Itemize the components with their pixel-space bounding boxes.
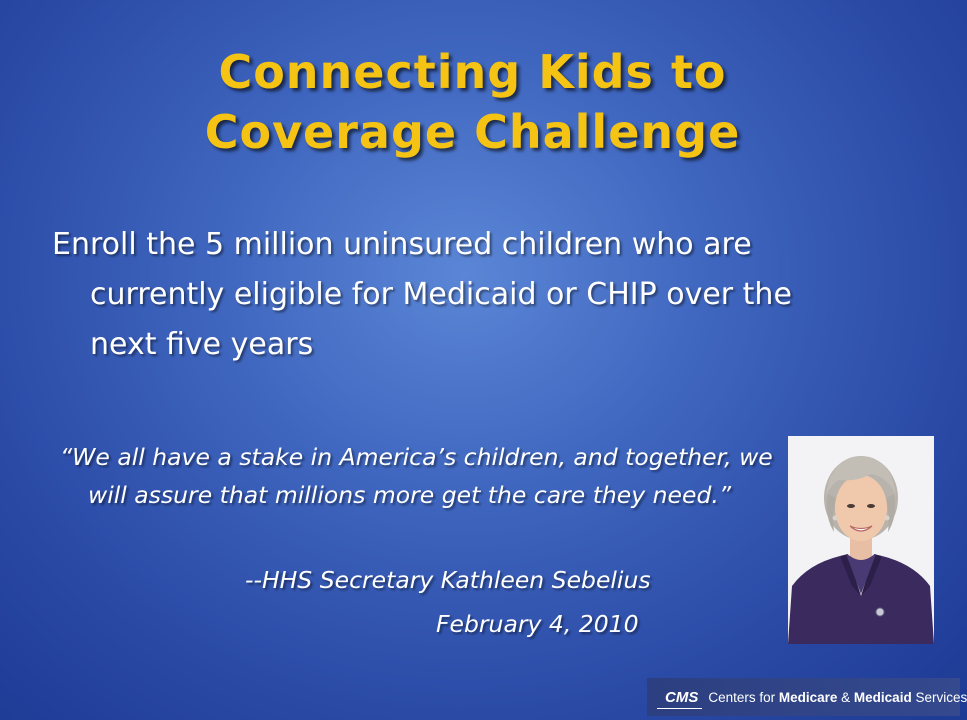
quote-attribution: --HHS Secretary Kathleen Sebelius [245,566,651,594]
cms-footer-banner [647,678,967,716]
slide-title [0,42,945,162]
footer-text-part: & [837,689,854,705]
title-line-1: Connecting Kids to [218,45,727,99]
footer-text-medicare: Medicare [778,689,838,705]
title-line-2: Coverage Challenge [204,105,741,159]
quote-text: “We all have a stake in America’s children, and together, we will assure that millions more get the care they need.” [60,443,773,509]
cms-logo: CMS [665,688,699,706]
footer-text-part: Centers for [708,689,779,705]
portrait-photo [788,436,934,644]
footer-text-medicaid: Medicaid [853,689,912,705]
body-paragraph: Enroll the 5 million uninsured children who are currently eligible for Medicaid or CHIP over the next five years [52,227,792,362]
footer-text-part: Services [911,689,967,705]
cms-footer-text [708,690,967,705]
portrait-illustration [788,436,934,644]
quote-date: February 4, 2010 [436,610,639,638]
